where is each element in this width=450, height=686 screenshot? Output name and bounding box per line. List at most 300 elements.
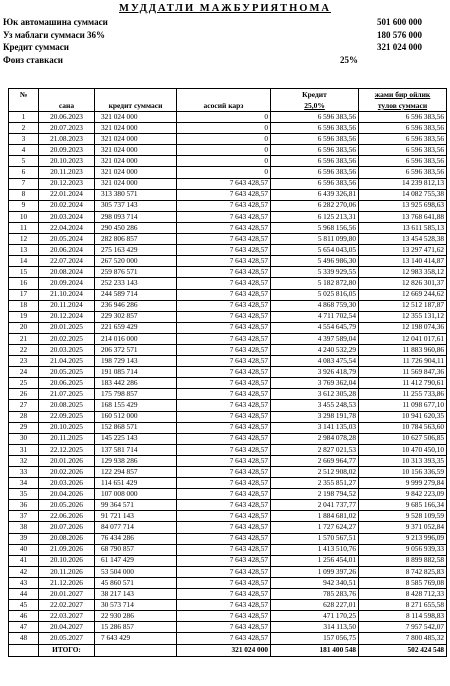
row-interest: 2 355 851,27 [271, 478, 359, 489]
row-num: 46 [9, 611, 39, 622]
row-total-payment: 8 742 825,83 [359, 566, 447, 577]
row-num: 15 [9, 267, 39, 278]
header-principal [177, 89, 271, 101]
row-total-payment: 9 371 052,84 [359, 522, 447, 533]
row-total-payment: 11 883 960,86 [359, 344, 447, 355]
row-date: 20.09.2024 [39, 278, 95, 289]
row-date: 20.01.2025 [39, 322, 95, 333]
table-row [9, 256, 447, 267]
header-num-cont [9, 100, 39, 112]
row-total-payment: 14 239 812,13 [359, 178, 447, 189]
total-empty [95, 644, 177, 656]
row-credit-balance: 321 024 000 [95, 112, 177, 123]
header-interest-rate [271, 100, 359, 112]
row-principal: 7 643 428,57 [177, 511, 271, 522]
table-row [9, 478, 447, 489]
row-total-payment: 9 213 996,09 [359, 533, 447, 544]
row-num: 36 [9, 500, 39, 511]
row-total-payment: 11 569 847,36 [359, 367, 447, 378]
total-row [9, 644, 447, 656]
row-num: 45 [9, 600, 39, 611]
table-row [9, 433, 447, 444]
row-num: 42 [9, 566, 39, 577]
row-total-payment: 12 355 131,12 [359, 311, 447, 322]
row-credit-balance: 282 806 857 [95, 234, 177, 245]
info-value: 501 600 000 [377, 17, 422, 27]
table-row [9, 589, 447, 600]
row-date: 20.02.2026 [39, 467, 95, 478]
row-num: 21 [9, 333, 39, 344]
row-num: 33 [9, 467, 39, 478]
table-row [9, 600, 447, 611]
table-row [9, 322, 447, 333]
header-credit-label: кредит суммаси [95, 100, 177, 112]
row-date: 20.03.2024 [39, 211, 95, 222]
row-credit-balance: 259 876 571 [95, 267, 177, 278]
row-interest: 314 113,50 [271, 622, 359, 633]
row-date: 20.04.2027 [39, 622, 95, 633]
row-date: 20.08.2026 [39, 533, 95, 544]
row-num: 22 [9, 344, 39, 355]
row-date: 20.08.2024 [39, 267, 95, 278]
row-total-payment: 6 596 383,56 [359, 145, 447, 156]
header-credit [95, 89, 177, 101]
row-total-payment: 12 041 017,61 [359, 333, 447, 344]
table-row [9, 400, 447, 411]
row-interest: 6 596 383,56 [271, 145, 359, 156]
table-row [9, 145, 447, 156]
row-num: 39 [9, 533, 39, 544]
row-num: 47 [9, 622, 39, 633]
row-total-payment: 6 596 383,56 [359, 123, 447, 134]
row-date: 20.05.2026 [39, 500, 95, 511]
total-principal: 321 024 000 [177, 644, 271, 656]
row-interest: 2 669 964,77 [271, 455, 359, 466]
row-interest: 6 439 326,81 [271, 189, 359, 200]
row-credit-balance: 122 294 857 [95, 467, 177, 478]
row-num: 6 [9, 167, 39, 178]
row-principal: 7 643 428,57 [177, 544, 271, 555]
row-interest: 5 811 099,80 [271, 234, 359, 245]
row-credit-balance: 244 589 714 [95, 289, 177, 300]
row-credit-balance: 84 077 714 [95, 522, 177, 533]
row-date: 20.01.2027 [39, 589, 95, 600]
row-credit-balance: 168 155 429 [95, 400, 177, 411]
row-total-payment: 11 098 677,10 [359, 400, 447, 411]
table-row [9, 134, 447, 145]
table-row [9, 178, 447, 189]
row-date: 22.09.2025 [39, 411, 95, 422]
table-row [9, 378, 447, 389]
row-credit-balance: 99 364 571 [95, 500, 177, 511]
row-num: 7 [9, 178, 39, 189]
row-credit-balance: 53 504 000 [95, 566, 177, 577]
row-credit-balance: 206 372 571 [95, 344, 177, 355]
row-date: 20.11.2023 [39, 167, 95, 178]
document-title: МУДДАТЛИ МАЖБУРИЯТНОМА [119, 3, 331, 14]
header-interest-rate-text: 25,0% [304, 101, 325, 110]
row-num: 1 [9, 112, 39, 123]
row-interest: 4 711 702,54 [271, 311, 359, 322]
row-num: 4 [9, 145, 39, 156]
row-date: 22.04.2024 [39, 222, 95, 233]
row-interest: 471 170,25 [271, 611, 359, 622]
row-principal: 7 643 428,57 [177, 577, 271, 588]
row-interest: 6 125 213,31 [271, 211, 359, 222]
row-interest: 1 884 681,02 [271, 511, 359, 522]
row-principal: 7 643 428,57 [177, 622, 271, 633]
row-date: 21.10.2024 [39, 289, 95, 300]
row-total-payment: 12 983 358,12 [359, 267, 447, 278]
row-principal: 0 [177, 112, 271, 123]
row-num: 12 [9, 234, 39, 245]
row-interest: 2 827 021,53 [271, 444, 359, 455]
row-principal: 7 643 428,57 [177, 211, 271, 222]
row-credit-balance: 236 946 286 [95, 300, 177, 311]
row-interest: 6 596 383,56 [271, 156, 359, 167]
info-label: Юк автомашина суммаси [3, 17, 108, 27]
row-principal: 7 643 428,57 [177, 600, 271, 611]
row-interest: 1 570 567,51 [271, 533, 359, 544]
row-date: 20.10.2025 [39, 422, 95, 433]
row-total-payment: 8 428 712,33 [359, 589, 447, 600]
row-date: 21.07.2025 [39, 389, 95, 400]
row-num: 32 [9, 455, 39, 466]
total-empty [9, 644, 39, 656]
row-credit-balance: 275 163 429 [95, 245, 177, 256]
row-credit-balance: 76 434 286 [95, 533, 177, 544]
row-num: 14 [9, 256, 39, 267]
row-date: 20.05.2027 [39, 633, 95, 644]
row-credit-balance: 267 520 000 [95, 256, 177, 267]
row-interest: 6 596 383,56 [271, 112, 359, 123]
row-total-payment: 10 156 336,59 [359, 467, 447, 478]
row-credit-balance: 114 651 429 [95, 478, 177, 489]
row-interest: 3 612 305,28 [271, 389, 359, 400]
row-interest: 3 298 191,78 [271, 411, 359, 422]
row-interest: 5 339 929,55 [271, 267, 359, 278]
total-payment: 502 424 548 [359, 644, 447, 656]
row-interest: 6 596 383,56 [271, 167, 359, 178]
row-date: 20.05.2025 [39, 367, 95, 378]
row-total-payment: 8 899 882,58 [359, 555, 447, 566]
info-value: 25% [340, 54, 358, 65]
row-num: 43 [9, 577, 39, 588]
row-credit-balance: 298 093 714 [95, 211, 177, 222]
row-date: 20.11.2025 [39, 433, 95, 444]
row-date: 20.12.2024 [39, 311, 95, 322]
table-row [9, 533, 447, 544]
row-credit-balance: 22 930 286 [95, 611, 177, 622]
table-row [9, 422, 447, 433]
row-date: 22.12.2025 [39, 444, 95, 455]
row-num: 20 [9, 322, 39, 333]
row-date: 22.07.2024 [39, 256, 95, 267]
row-interest: 1 099 397,26 [271, 566, 359, 577]
payment-schedule-table [8, 88, 447, 657]
row-num: 30 [9, 433, 39, 444]
row-num: 18 [9, 300, 39, 311]
info-label: Фоиз ставкаси [3, 54, 63, 65]
row-interest: 4 397 589,04 [271, 333, 359, 344]
row-total-payment: 10 313 393,35 [359, 455, 447, 466]
row-total-payment: 13 297 471,62 [359, 245, 447, 256]
row-credit-balance: 321 024 000 [95, 178, 177, 189]
row-credit-balance: 152 868 571 [95, 422, 177, 433]
row-total-payment: 9 685 166,34 [359, 500, 447, 511]
row-credit-balance: 91 721 143 [95, 511, 177, 522]
row-total-payment: 10 941 620,35 [359, 411, 447, 422]
table-row [9, 489, 447, 500]
row-date: 20.05.2024 [39, 234, 95, 245]
table-row [9, 500, 447, 511]
row-interest: 1 413 510,76 [271, 544, 359, 555]
row-principal: 7 643 428,57 [177, 611, 271, 622]
info-row-rate [3, 55, 447, 68]
row-num: 9 [9, 200, 39, 211]
row-total-payment: 6 596 383,56 [359, 156, 447, 167]
row-interest: 5 968 156,56 [271, 222, 359, 233]
row-interest: 1 256 454,01 [271, 555, 359, 566]
table-row [9, 112, 447, 123]
table-row [9, 300, 447, 311]
row-date: 22.06.2026 [39, 511, 95, 522]
row-num: 48 [9, 633, 39, 644]
info-row-vehicle [3, 17, 447, 30]
row-principal: 7 643 428,57 [177, 378, 271, 389]
row-interest: 2 984 078,28 [271, 433, 359, 444]
row-credit-balance: 321 024 000 [95, 123, 177, 134]
row-principal: 7 643 428,57 [177, 189, 271, 200]
row-principal: 7 643 428,57 [177, 522, 271, 533]
row-credit-balance: 214 016 000 [95, 333, 177, 344]
row-interest: 4 868 759,30 [271, 300, 359, 311]
row-total-payment: 6 596 383,56 [359, 112, 447, 123]
row-total-payment: 9 842 223,09 [359, 489, 447, 500]
row-total-payment: 10 784 563,60 [359, 422, 447, 433]
row-principal: 0 [177, 167, 271, 178]
row-date: 20.11.2026 [39, 566, 95, 577]
row-principal: 7 643 428,57 [177, 222, 271, 233]
row-principal: 7 643 428,57 [177, 267, 271, 278]
row-credit-balance: 183 442 286 [95, 378, 177, 389]
table-row [9, 222, 447, 233]
row-principal: 7 643 428,57 [177, 422, 271, 433]
row-interest: 6 282 270,06 [271, 200, 359, 211]
row-principal: 7 643 428,57 [177, 245, 271, 256]
table-row [9, 311, 447, 322]
row-credit-balance: 38 217 143 [95, 589, 177, 600]
table-row [9, 633, 447, 644]
row-principal: 7 643 428,57 [177, 489, 271, 500]
table-row [9, 245, 447, 256]
row-num: 24 [9, 367, 39, 378]
row-credit-balance: 229 302 857 [95, 311, 177, 322]
table-row [9, 289, 447, 300]
row-credit-balance: 321 024 000 [95, 167, 177, 178]
row-total-payment: 8 114 598,83 [359, 611, 447, 622]
row-principal: 7 643 428,57 [177, 356, 271, 367]
row-credit-balance: 68 790 857 [95, 544, 177, 555]
row-total-payment: 10 627 506,85 [359, 433, 447, 444]
row-date: 20.10.2023 [39, 156, 95, 167]
row-principal: 7 643 428,57 [177, 178, 271, 189]
row-num: 3 [9, 134, 39, 145]
total-label: ИТОГО: [39, 644, 95, 656]
row-principal: 7 643 428,57 [177, 500, 271, 511]
row-credit-balance: 198 729 143 [95, 356, 177, 367]
row-num: 34 [9, 478, 39, 489]
row-principal: 7 643 428,57 [177, 633, 271, 644]
row-interest: 1 727 624,27 [271, 522, 359, 533]
row-num: 44 [9, 589, 39, 600]
table-row [9, 389, 447, 400]
row-num: 13 [9, 245, 39, 256]
row-num: 28 [9, 411, 39, 422]
row-date: 20.01.2026 [39, 455, 95, 466]
row-total-payment: 12 198 074,36 [359, 322, 447, 333]
row-num: 41 [9, 555, 39, 566]
row-date: 20.04.2026 [39, 489, 95, 500]
row-date: 21.09.2026 [39, 544, 95, 555]
row-principal: 7 643 428,57 [177, 478, 271, 489]
row-credit-balance: 15 286 857 [95, 622, 177, 633]
row-interest: 3 455 248,53 [271, 400, 359, 411]
header-date-label: сана [39, 100, 95, 112]
row-date: 20.06.2025 [39, 378, 95, 389]
table-row [9, 123, 447, 134]
row-date: 20.06.2023 [39, 112, 95, 123]
table-row [9, 544, 447, 555]
row-principal: 7 643 428,57 [177, 400, 271, 411]
row-credit-balance: 290 450 286 [95, 222, 177, 233]
row-date: 22.02.2027 [39, 600, 95, 611]
row-num: 5 [9, 156, 39, 167]
row-interest: 3 769 362,04 [271, 378, 359, 389]
row-credit-balance: 30 573 714 [95, 600, 177, 611]
row-num: 31 [9, 444, 39, 455]
header-principal-label: асосий карз [177, 100, 271, 112]
row-total-payment: 14 082 755,38 [359, 189, 447, 200]
loan-info [3, 17, 447, 67]
row-credit-balance: 137 581 714 [95, 444, 177, 455]
table-row [9, 455, 447, 466]
table-row [9, 622, 447, 633]
row-num: 35 [9, 489, 39, 500]
row-principal: 7 643 428,57 [177, 555, 271, 566]
row-num: 19 [9, 311, 39, 322]
row-date: 20.09.2023 [39, 145, 95, 156]
row-num: 27 [9, 400, 39, 411]
row-date: 20.07.2026 [39, 522, 95, 533]
header-total-line2 [359, 100, 447, 112]
table-row [9, 267, 447, 278]
row-credit-balance: 321 024 000 [95, 145, 177, 156]
row-interest: 3 141 135,03 [271, 422, 359, 433]
row-interest: 6 596 383,56 [271, 134, 359, 145]
row-credit-balance: 321 024 000 [95, 134, 177, 145]
row-credit-balance: 305 737 143 [95, 200, 177, 211]
row-principal: 7 643 428,57 [177, 344, 271, 355]
row-total-payment: 11 412 790,61 [359, 378, 447, 389]
table-row [9, 189, 447, 200]
row-principal: 7 643 428,57 [177, 467, 271, 478]
row-num: 11 [9, 222, 39, 233]
row-num: 2 [9, 123, 39, 134]
row-date: 20.08.2025 [39, 400, 95, 411]
row-total-payment: 7 800 485,32 [359, 633, 447, 644]
table-row [9, 555, 447, 566]
row-principal: 7 643 428,57 [177, 333, 271, 344]
row-principal: 7 643 428,57 [177, 566, 271, 577]
table-row [9, 356, 447, 367]
header-date [39, 89, 95, 101]
info-label: Уз маблаги суммаси 36% [3, 29, 106, 40]
row-total-payment: 13 768 641,88 [359, 211, 447, 222]
info-label: Кредит суммаси [3, 42, 69, 52]
row-interest: 2 198 794,52 [271, 489, 359, 500]
row-credit-balance: 107 008 000 [95, 489, 177, 500]
row-date: 20.03.2025 [39, 344, 95, 355]
row-date: 20.02.2024 [39, 200, 95, 211]
row-interest: 628 227,01 [271, 600, 359, 611]
row-credit-balance: 252 233 143 [95, 278, 177, 289]
header-total-line1: жами бир ойлик [374, 90, 431, 99]
row-num: 8 [9, 189, 39, 200]
row-principal: 0 [177, 156, 271, 167]
info-value: 180 576 000 [377, 29, 422, 40]
row-total-payment: 13 925 698,63 [359, 200, 447, 211]
row-credit-balance: 160 512 000 [95, 411, 177, 422]
row-date: 20.06.2024 [39, 245, 95, 256]
table-header-row [9, 100, 447, 112]
row-total-payment: 9 056 939,33 [359, 544, 447, 555]
row-total-payment: 9 528 109,59 [359, 511, 447, 522]
table-body [9, 112, 447, 645]
row-interest: 5 496 986,30 [271, 256, 359, 267]
row-interest: 4 554 645,79 [271, 322, 359, 333]
header-total-line2-text: тулов суммаси [377, 101, 428, 110]
row-date: 20.02.2025 [39, 333, 95, 344]
table-row [9, 234, 447, 245]
row-principal: 0 [177, 123, 271, 134]
row-date: 20.07.2023 [39, 123, 95, 134]
row-principal: 7 643 428,57 [177, 455, 271, 466]
header-total [359, 89, 447, 101]
row-interest: 4 240 532,29 [271, 344, 359, 355]
row-principal: 0 [177, 145, 271, 156]
row-date: 21.12.2026 [39, 577, 95, 588]
row-total-payment: 8 585 769,08 [359, 577, 447, 588]
row-date: 22.01.2024 [39, 189, 95, 200]
header-num: № [9, 89, 39, 101]
table-row [9, 611, 447, 622]
row-interest: 942 340,51 [271, 577, 359, 588]
row-num: 10 [9, 211, 39, 222]
row-num: 16 [9, 278, 39, 289]
row-principal: 7 643 428,57 [177, 234, 271, 245]
row-principal: 7 643 428,57 [177, 411, 271, 422]
row-date: 22.03.2027 [39, 611, 95, 622]
row-date: 20.12.2023 [39, 178, 95, 189]
row-principal: 7 643 428,57 [177, 533, 271, 544]
row-total-payment: 9 999 279,84 [359, 478, 447, 489]
row-interest: 5 025 816,05 [271, 289, 359, 300]
row-interest: 2 512 908,02 [271, 467, 359, 478]
table-row [9, 333, 447, 344]
row-principal: 7 643 428,57 [177, 278, 271, 289]
table-row [9, 156, 447, 167]
